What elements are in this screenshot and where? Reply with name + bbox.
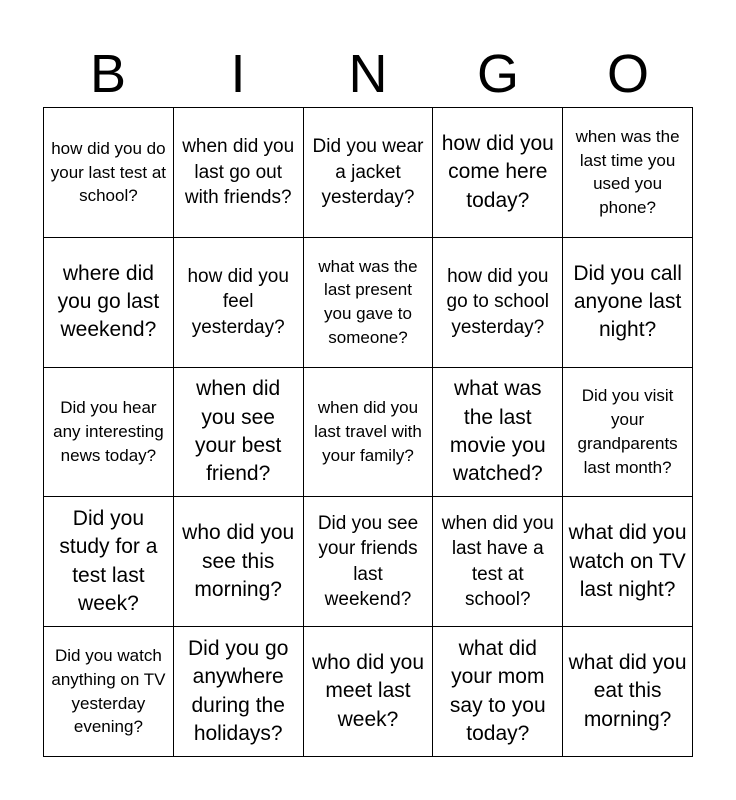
cell-text: how did you come here today? — [441, 131, 554, 212]
cell-text: what was the last present you gave to someone? — [318, 256, 418, 347]
header-letter-n: N — [348, 44, 388, 104]
bingo-cell[interactable] — [563, 108, 693, 238]
bingo-cell[interactable] — [44, 497, 174, 627]
cell-text: where did you go last weekend? — [57, 261, 160, 342]
bingo-cell[interactable] — [433, 238, 563, 368]
bingo-cell[interactable] — [433, 368, 563, 498]
bingo-cell[interactable] — [304, 368, 434, 498]
header-letter-b: B — [89, 44, 127, 104]
bingo-cell[interactable] — [174, 368, 304, 498]
cell-text: Did you go anywhere during the holidays? — [187, 636, 289, 745]
bingo-cell[interactable] — [563, 368, 693, 498]
cell-text: what did you watch on TV last night? — [568, 521, 687, 601]
cell-text: when did you last have a test at school? — [441, 512, 554, 611]
cell-text: who did you see this morning? — [182, 521, 295, 601]
bingo-cell[interactable] — [304, 627, 434, 757]
header-letter-g: G — [476, 44, 519, 104]
cell-text: how did you do your last test at school? — [50, 138, 167, 206]
bingo-cell[interactable] — [433, 108, 563, 238]
bingo-cell[interactable] — [44, 238, 174, 368]
cell-text: Did you watch anything on TV yesterday evening? — [51, 646, 166, 737]
header-letter-i: I — [230, 44, 246, 104]
cell-text: when did you see your best friend? — [195, 377, 282, 486]
cell-text: when was the last time you used you phone? — [575, 126, 680, 218]
cell-text: Did you wear a jacket yesterday? — [312, 135, 424, 209]
cell-text: what did you eat this morning? — [568, 651, 687, 731]
bingo-cell[interactable] — [304, 108, 434, 238]
cell-text: how did you go to school yesterday? — [446, 265, 550, 339]
bingo-cell[interactable] — [433, 497, 563, 627]
bingo-cell[interactable] — [44, 108, 174, 238]
bingo-cell[interactable] — [174, 497, 304, 627]
bingo-cell[interactable] — [174, 108, 304, 238]
cell-text: when did you last go out with friends? — [182, 135, 295, 209]
header-letter-o: O — [606, 44, 649, 104]
bingo-cell[interactable] — [563, 627, 693, 757]
cell-text: who did you meet last week? — [311, 651, 425, 731]
cell-text: what was the last movie you watched? — [449, 377, 546, 486]
cell-text: Did you hear any interesting news today? — [53, 398, 164, 465]
cell-text: how did you feel yesterday? — [187, 265, 289, 339]
cell-text: Did you call anyone last night? — [573, 261, 682, 342]
cell-text: what did your mom say to you today? — [449, 636, 546, 745]
bingo-grid — [43, 107, 693, 757]
bingo-cell[interactable] — [433, 627, 563, 757]
cell-text: Did you study for a test last week? — [59, 507, 158, 616]
bingo-cell[interactable] — [174, 627, 304, 757]
bingo-cell[interactable] — [174, 238, 304, 368]
bingo-cell[interactable] — [304, 238, 434, 368]
bingo-cell[interactable] — [304, 497, 434, 627]
bingo-cell[interactable] — [563, 238, 693, 368]
bingo-cell[interactable] — [563, 497, 693, 627]
bingo-header — [43, 40, 693, 108]
bingo-cell[interactable] — [44, 368, 174, 498]
cell-text: Did you see your friends last weekend? — [317, 512, 419, 611]
bingo-cell[interactable] — [44, 627, 174, 757]
cell-text: when did you last travel with your family? — [314, 398, 422, 465]
cell-text: Did you visit your grandparents last month? — [577, 386, 678, 477]
